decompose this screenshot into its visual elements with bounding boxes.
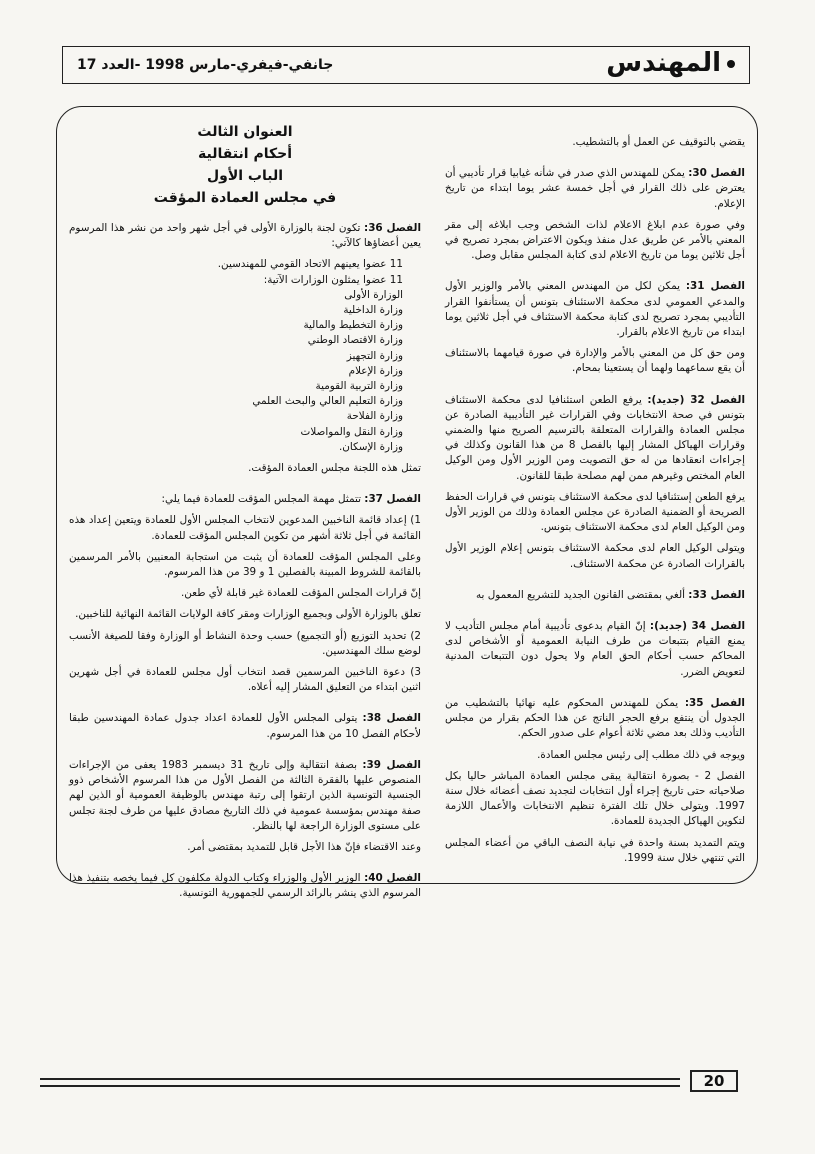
paragraph: 3) دعوة الناخبين المرسمين قصد انتخاب أول مجلس للعمادة في أجل شهرين اثنين ابتداء من التعليق المشار إليه أعلاه.	[69, 666, 421, 694]
paragraph: تعلق بالوزارة الأولى وبجميع الوزارات ومقر كافة الولايات القائمة النهائية للناخبين.	[75, 608, 421, 621]
logo-text: المهندس	[606, 48, 721, 78]
article-30: الفصل 30: يمكن للمهندس الذي صدر في شأنه غيابيا قرار تأديبي أن يعترض على ذلك القرار في أجل خمسة عشر يوما ابتداء من تاريخ الإعلام.	[445, 167, 745, 210]
paragraph: وفي صورة عدم ابلاغ الاعلام لذات الشخص وجب ابلاغه إلى مقر المعني بالأمر عن طريق عدل منفذ ويكون الاعتراض بمجرد تصريح في أجل ثلاثين يوما من تاريخ الاعلام لدى كتابة المجلس مقابل وصل.	[445, 218, 745, 262]
section-title	[69, 121, 421, 209]
article-37: الفصل 37: تتمثل مهمة المجلس المؤقت للعمادة فيما يلي:	[161, 493, 421, 506]
paragraph: 2) تحديد التوزيع (أو التجميع) حسب وحدة النشاط أو الوزارة وفقا للصيغة الأنسب لوضع سلك المهندسين.	[69, 629, 421, 657]
list-item: وزارة التربية القومية	[315, 380, 403, 393]
footer-rule	[40, 1078, 680, 1087]
list-item: 11 عضوا يمثلون الوزارات الآتية:	[263, 273, 403, 286]
bullet-icon	[727, 60, 735, 68]
title-line: في مجلس العمادة المؤقت	[153, 190, 337, 206]
list-item: 11 عضوا يعينهم الاتحاد القومي للمهندسين.	[217, 258, 403, 271]
paragraph: ويتولى الوكيل العام لدى محكمة الاستئناف بتونس إعلام الوزير الأول بالقرارات الصادرة عن محكمة الاستئناف.	[445, 542, 745, 570]
title-line: الباب الأول	[206, 168, 284, 184]
left-column	[69, 107, 421, 908]
list-item: وزارة التعليم العالي والبحث العلمي	[252, 395, 403, 408]
paragraph: وعند الاقتضاء فإنّ هذا الأجل قابل للتمديد بمقتضى أمر.	[187, 840, 421, 853]
paragraph: يقضي بالتوقيف عن العمل أو بالتشطيب.	[572, 136, 745, 148]
magazine-logo	[606, 48, 741, 78]
list-item: وزارة الفلاحة	[346, 410, 403, 423]
page-header	[62, 46, 750, 84]
list-item: وزارة التخطيط والمالية	[303, 319, 403, 332]
list-item: وزارة التجهيز	[346, 349, 403, 362]
article-31: الفصل 31: يمكن لكل من المهندس المعني بالأمر والوزير الأول والمدعي العمومي لدى محكمة الاستئناف بتونس أن يستأنفوا القرار التأديبي بمجرد تصريح لدى كتابة محكمة الاستئناف في أجل ثلاثين يوما ابتداء من تاريخ الاعلام بالقرار.	[445, 280, 745, 339]
list-item: وزارة الإسكان.	[338, 440, 403, 453]
page-number: 20	[690, 1070, 738, 1092]
ministries-list	[69, 257, 421, 455]
list-item: الوزارة الأولى	[344, 288, 403, 301]
paragraph: إنّ قرارات المجلس المؤقت للعمادة غير قابلة لأي طعن.	[180, 587, 421, 600]
list-item: وزارة النقل والمواصلات	[300, 425, 403, 438]
article-36: الفصل 36: تكون لجنة بالوزارة الأولى في أجل شهر واحد من نشر هذا المرسوم يعين أعضاؤها كالآتي:	[69, 222, 421, 250]
article-40: الفصل 40: الوزير الأول والوزراء وكتاب الدولة مكلفون كل فيما يخصه بتنفيذ هذا المرسوم الذي ينشر بالرائد الرسمي للجمهورية التونسية.	[69, 872, 421, 900]
paragraph: تمثل هذه اللجنة مجلس العمادة المؤقت.	[248, 462, 421, 475]
content-frame	[56, 106, 758, 900]
paragraph: الفصل 2 - بصورة انتقالية يبقى مجلس العمادة المباشر حاليا بكل صلاحياته حتى تاريخ إجراء أول انتخابات لتجديد نصف أعضائه خلال سنة 1997. ويتولى خلال تلك الفترة تنظيم الانتخابات والأعمال اللازمة لتكوين الهياكل الجديدة للعمادة.	[445, 769, 745, 828]
issue-info: جانفي-فيفري-مارس 1998 -العدد 17	[77, 57, 334, 73]
article-35: الفصل 35: يمكن للمهندس المحكوم عليه نهائيا بالتشطيب من الجدول أن ينتفع برفع الحجر الناتج عن هذا الحكم بقرار من مجلس التأديب وذلك بعد مضي ثلاثة أعوام على صدور الحكم.	[445, 696, 745, 740]
title-line: أحكام انتقالية	[198, 146, 292, 162]
list-item: وزارة الإعلام	[348, 364, 403, 377]
paragraph: ويوجه في ذلك مطلب إلى رئيس مجلس العمادة.	[537, 748, 745, 761]
list-item: وزارة الداخلية	[343, 304, 403, 317]
article-38: الفصل 38: يتولى المجلس الأول للعمادة اعداد جدول عمادة المهندسين طبقا لأحكام الفصل 10 من هذا المرسوم.	[69, 712, 421, 740]
title-line: العنوان الثالث	[197, 124, 293, 140]
paragraph: يرفع الطعن إستئنافيا لدى محكمة الاستئناف بتونس في قرارات الحفظ الصريحة أو الضمنية الصادرة عن مجلس العمادة وذلك من الوزير الأول ومن الوكيل العام لدى محكمة الاستئناف بتونس.	[445, 490, 745, 534]
article-33: الفصل 33: ألغي بمقتضى القانون الجديد للتشريع المعمول به	[475, 588, 745, 601]
article-32: الفصل 32 (جديد): يرفع الطعن استئنافيا لدى محكمة الاستئناف بتونس في صحة الانتخابات وفي القرارات غير التأديبية الصادرة عن مجلس العمادة والقرارات المتعلقة بالترسيم الصريح منها والضمني وقرارات الهياكل المشار إليها بالفصل 8 من هذا القانون وكذلك في إجراءات انعقادها من له حق التصويت ومن الوزير الأول ومن الوكيل العام المختص وغيرهم ممن لهم مصلحة طبقا للقانون.	[445, 393, 746, 482]
paragraph: ومن حق كل من المعني بالأمر والإدارة في صورة قيامهما بالاستئناف أن يقع سماعهما ولهما أن يستعينا بمحام.	[445, 347, 745, 375]
paragraph: 1) إعداد قائمة الناخبين المدعوين لانتخاب المجلس الأول للعمادة ويتعين إعداد هذه القائمة في أجل ثلاثة أشهر من تكوين المجلس المؤقت للعمادة.	[69, 514, 421, 542]
article-34: الفصل 34 (جديد): إنّ القيام بدعوى تأديبية أمام مجلس التأديب لا يمنع القيام بتتبعات من طرف النيابة العمومية أو الأشخاص لدى المحاكم حسب أحكام الحق العام ولا يحول دون التتبعات المدنية لتعويض الضرر.	[445, 620, 746, 678]
article-39: الفصل 39: بصفة انتقالية وإلى تاريخ 31 ديسمبر 1983 يعفى من الإجراءات المنصوص عليها بالفقرة الثالثة من الفصل الأول من هذا المرسوم الأشخاص ذوو الجنسية التونسية الذين ارتقوا إلى رتبة مهندس بالوظيفة العمومية أو الذين لهم صفة مهندس بمؤسسة عمومية في ذلك التاريخ مصادق عليها من طرف لجنة تجلس على مستوى الوزارة الراجعة لها بالنظر.	[69, 758, 421, 832]
right-column	[445, 107, 745, 872]
paragraph: وعلى المجلس المؤقت للعمادة أن يثبت من استجابة المعنيين بالأمر المرسمين بالقائمة للشروط المبينة بالفصلين 1 و 39 من هذا المرسوم.	[69, 550, 421, 579]
list-item: وزارة الاقتصاد الوطني	[307, 334, 403, 347]
paragraph: ويتم التمديد بسنة واحدة في نيابة النصف الباقي من أعضاء المجلس التي تنتهي خلال سنة 1999.	[445, 836, 745, 864]
